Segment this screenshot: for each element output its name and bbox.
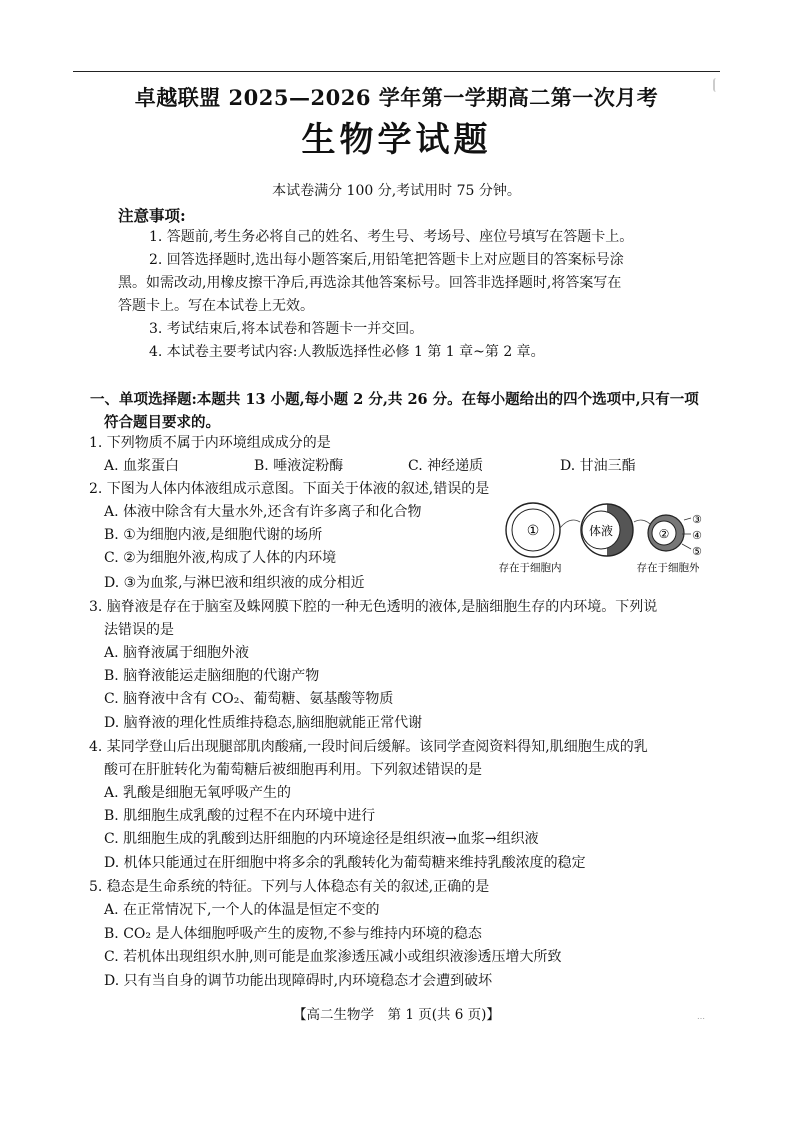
label-3: ③ — [692, 513, 702, 526]
exam-title: 卓越联盟 2025—2026 学年第一学期高二第一次月考 — [134, 85, 659, 110]
question-5-stem: 5. 稳态是生命系统的特征。下列与人体稳态有关的叙述,正确的是 — [89, 879, 490, 895]
question-2-option-d: D. ③为血浆,与淋巴液和组织液的成分相近 — [104, 575, 365, 591]
caption-intracellular: 存在于细胞内 — [498, 562, 562, 574]
question-4-option-b: B. 肌细胞生成乳酸的过程不在内环境中进行 — [104, 808, 376, 824]
question-4-stem-cont: 酸可在肝脏转化为葡萄糖后被细胞再利用。下列叙述错误的是 — [104, 762, 482, 778]
question-1-option-b: B. 唾液淀粉酶 — [254, 458, 344, 474]
section-heading-line: 符合题目要求的。 — [104, 414, 220, 431]
note-item: 2. 回答选择题时,选出每小题答案后,用铅笔把答题卡上对应题目的答案标号涂 — [149, 252, 624, 268]
question-5-option-a: A. 在正常情况下,一个人的体温是恒定不变的 — [104, 902, 380, 918]
question-1-stem: 1. 下列物质不属于内环境组成成分的是 — [89, 435, 331, 451]
question-1-option-a: A. 血浆蛋白 — [104, 458, 180, 474]
question-3-option-a: A. 脑脊液属于细胞外液 — [104, 645, 250, 661]
subject-title: 生物学试题 — [301, 120, 492, 160]
question-4-option-a: A. 乳酸是细胞无氧呼吸产生的 — [104, 785, 292, 801]
circle-label-1: ① — [526, 523, 540, 539]
extracellular-circle — [648, 515, 684, 551]
question-3-option-c: C. 脑脊液中含有 CO₂、葡萄糖、氨基酸等物质 — [104, 691, 394, 707]
question-2-option-a: A. 体液中除含有大量水外,还含有许多离子和化合物 — [104, 504, 422, 520]
question-2-option-c: C. ②为细胞外液,构成了人体的内环境 — [104, 550, 337, 566]
question-2-option-b: B. ①为细胞内液,是细胞代谢的场所 — [104, 527, 323, 543]
exam-info: 本试卷满分 100 分,考试用时 75 分钟。 — [272, 183, 521, 199]
corner-mark: … — [697, 1012, 705, 1021]
question-2-stem: 2. 下图为人体内体液组成示意图。下面关于体液的叙述,错误的是 — [89, 481, 490, 497]
question-3-option-b: B. 脑脊液能运走脑细胞的代谢产物 — [104, 668, 320, 684]
question-3-stem-cont: 法错误的是 — [104, 622, 174, 638]
question-1-option-d: D. 甘油三酯 — [560, 458, 636, 474]
circle-label-2: ② — [658, 527, 670, 541]
question-5-option-b: B. CO₂ 是人体细胞呼吸产生的废物,不参与维持内环境的稳态 — [104, 926, 482, 942]
question-5-option-c: C. 若机体出现组织水肿,则可能是血浆渗透压减小或组织液渗透压增大所致 — [104, 949, 562, 965]
question-3-option-d: D. 脑脊液的理化性质维持稳态,脑细胞就能正常代谢 — [104, 715, 423, 731]
note-item: 3. 考试结束后,将本试卷和答题卡一并交回。 — [149, 321, 424, 337]
question-5-option-d: D. 只有当自身的调节功能出现障碍时,内环境稳态才会遭到破坏 — [104, 973, 493, 989]
note-item: 答题卡上。写在本试卷上无效。 — [118, 298, 314, 314]
body-fluid-diagram — [488, 498, 728, 578]
note-item: 黑。如需改动,用橡皮擦干净后,再选涂其他答案标号。回答非选择题时,将答案写在 — [118, 275, 622, 291]
label-5: ⑤ — [692, 545, 702, 558]
notes-title: 注意事项: — [118, 206, 186, 225]
caption-extracellular: 存在于细胞外 — [636, 562, 700, 574]
note-item: 1. 答题前,考生务必将自己的姓名、考生号、考场号、座位号填写在答题卡上。 — [149, 229, 634, 245]
center-label: 体液 — [588, 524, 614, 538]
section-heading-line: 一、单项选择题:本题共 13 小题,每小题 2 分,共 26 分。在每小题给出的四个选项中,只有一项 — [90, 391, 699, 408]
page-footer: 【高二生物学 第 1 页(共 6 页)】 — [293, 1007, 500, 1023]
question-1-option-c: C. 神经递质 — [408, 458, 484, 474]
question-4-stem: 4. 某同学登山后出现腿部肌肉酸痛,一段时间后缓解。该同学查阅资料得知,肌细胞生成的乳 — [89, 739, 648, 755]
note-item: 4. 本试卷主要考试内容:人教版选择性必修 1 第 1 章~第 2 章。 — [149, 344, 545, 360]
section-heading — [90, 388, 710, 434]
label-4: ④ — [692, 529, 702, 542]
question-3-stem: 3. 脑脊液是存在于脑室及蛛网膜下腔的一种无色透明的液体,是脑细胞生存的内环境。下列说 — [89, 599, 658, 615]
intracellular-circle — [506, 503, 560, 557]
top-rule — [73, 71, 720, 72]
question-4-option-c: C. 肌细胞生成的乳酸到达肝细胞的内环境途径是组织液→血浆→组织液 — [104, 831, 539, 847]
question-4-option-d: D. 机体只能通过在肝细胞中将多余的乳酸转化为葡萄糖来维持乳酸浓度的稳定 — [104, 855, 586, 871]
body-fluid-circle — [581, 504, 633, 556]
